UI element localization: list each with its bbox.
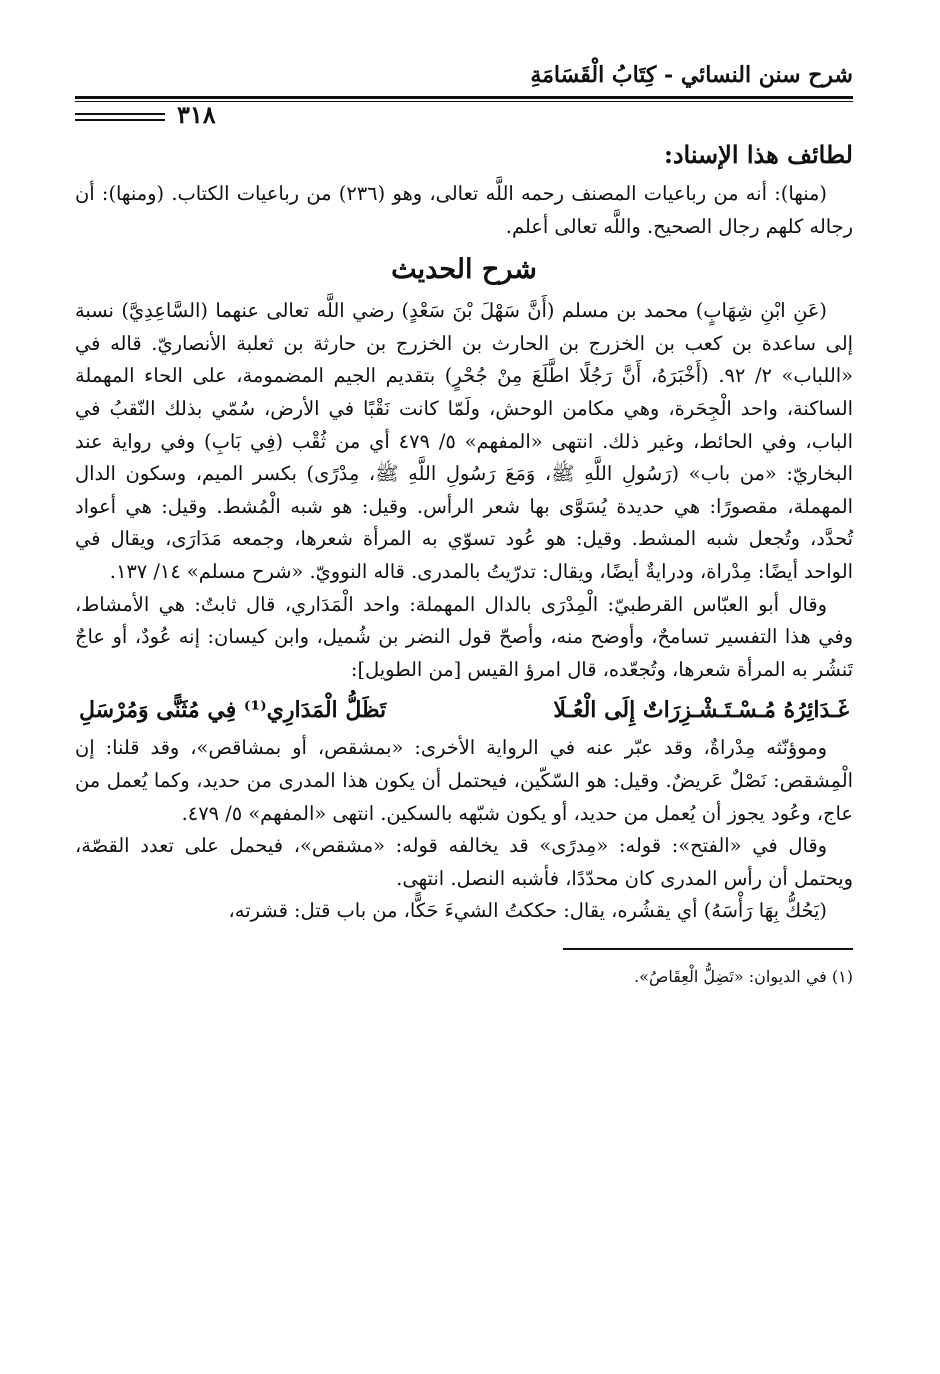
isnad-paragraph: (منها): أنه من رباعيات المصنف رحمه اللَّه تعالى، وهو (٢٣٦) من رباعيات الكتاب. (ومنها): أن رجاله كلهم رجال الصحيح. واللَّه تعالى أعلم. [75, 182, 853, 238]
page-number: ٣١٨ [177, 100, 216, 129]
verse-first-hemistich: غَـدَائِرُهُ مُـسْـتَـشْـزِرَاتٌ إِلَى الْعُـلَا [553, 697, 849, 724]
body-paragraph: وموؤنّثه مِدْراةٌ، وقد عبّر عنه في الرواية الأخرى: «بمشقص، أو بمشاقص»، وقد قلنا: إن الْمِشقص: نَصْلٌ عَريضٌ. وقيل: هو السّكّين، فيحتمل أن يكون هذا المدرى من حديد، وكما يُعمل من عاج، وعُود يجوز أن يُعمل من حديد، أو يكون شبّهه بالسكين. انتهى «المفهم» ٥/ ٤٧٩. [75, 736, 853, 825]
body-paragraph: وقال أبو العبّاس القرطبيّ: الْمِدْرَى بالدال المهملة: واحد الْمَدَاري، قال ثابتٌ: هي الأمشاط، وفي هذا التفسير تسامحٌ، وأوضح منه، وأصحّ قول النضر بن شُميل، وابن كيسان: إنه عُودٌ، أو عاجٌ تَنشُر به المرأة شعرها، وتُجعّده، قال امرؤ القيس [من الطويل]: [75, 592, 853, 681]
page-number-rules [75, 113, 165, 125]
page-header [75, 56, 853, 96]
section-heading: لطائف هذا الإسناد: [663, 140, 853, 169]
document-page [75, 56, 853, 992]
footnote: (١) في الديوان: «تَضِلُّ الْعِقَاصُ». [634, 966, 853, 986]
verse-second-hemistich: تَظَلُّ الْمَدَارِي⁽¹⁾ فِي مُثَنًّى وَمُرْسَلِ [79, 697, 387, 724]
body-paragraph: وقال في «الفتح»: قوله: «مِدرًى» قد يخالفه قوله: «مشقص»، فيحمل على تعدد القصّة، ويحتمل أن رأس المدرى كان محدّدًا، فأشبه النصل. انتهى. [75, 834, 853, 890]
rule-line [75, 113, 165, 115]
rule-line [75, 119, 165, 121]
footnote-rule [563, 948, 853, 950]
body-paragraph: (يَحُكُّ بِهَا رَأْسَهُ) أي يقشُره، يقال: حككتُ الشيءَ حَكًّا، من باب قتل: قشرته، [228, 899, 827, 923]
hadith-heading: شرح الحديث [391, 254, 537, 286]
running-title: شرح سنن النسائي - كِتَابُ الْقَسَامَةِ [530, 62, 853, 88]
body-paragraph: (عَنِ ابْنِ شِهَابٍ) محمد بن مسلم (أَنَّ سَهْلَ بْنَ سَعْدٍ) رضي اللَّه تعالى عنهما (السَّاعِدِيَّ) نسبة إلى ساعدة بن كعب بن الخزرج بن الحارث بن الخزرج بن حارثة بن ثعلبة الأنصاريّ. قاله في «اللباب» ٢/ ٩٢. (أَخْبَرَهُ، أَنَّ رَجُلًا اطَّلَعَ مِنْ جُحْرٍ) بتقديم الجيم المضمومة، على الحاء المهملة الساكنة، واحد الْجِحَرة، وهي مكامن الوحش، ولَمّا كانت نَقْبًا في الأرض، سُمّي بذلك النّقبُ في الباب، وفي الحائط، وغير ذلك. انتهى «المفهم» ٥/ ٤٧٩ أي من ثُقْب (فِي بَابِ) وفي رواية عند البخاريّ: «من باب» (رَسُولِ اللَّهِ ﷺ، وَمَعَ رَسُولِ اللَّهِ ﷺ، مِدْرًى) بكسر الميم، وسكون الدال المهملة، مقصورًا: هي حديدة يُسَوَّى بها شعر الرأس. وقيل: هو شبه الْمُشط. وقيل: هي أعواد تُحدَّد، وتُجعل شبه المشط. وقيل: هو عُود تسوّي به المرأة شعرها، وجمعه مَدَارَى، ويقال في الواحد أيضًا: مِدْراة، ودرايةٌ أيضًا، ويقال: تدرّيتُ بالمدرى. قاله النوويّ. «شرح مسلم» ١٤/ ١٣٧. [75, 299, 854, 583]
poetry-verse [75, 686, 853, 732]
page-number-line [75, 96, 853, 134]
